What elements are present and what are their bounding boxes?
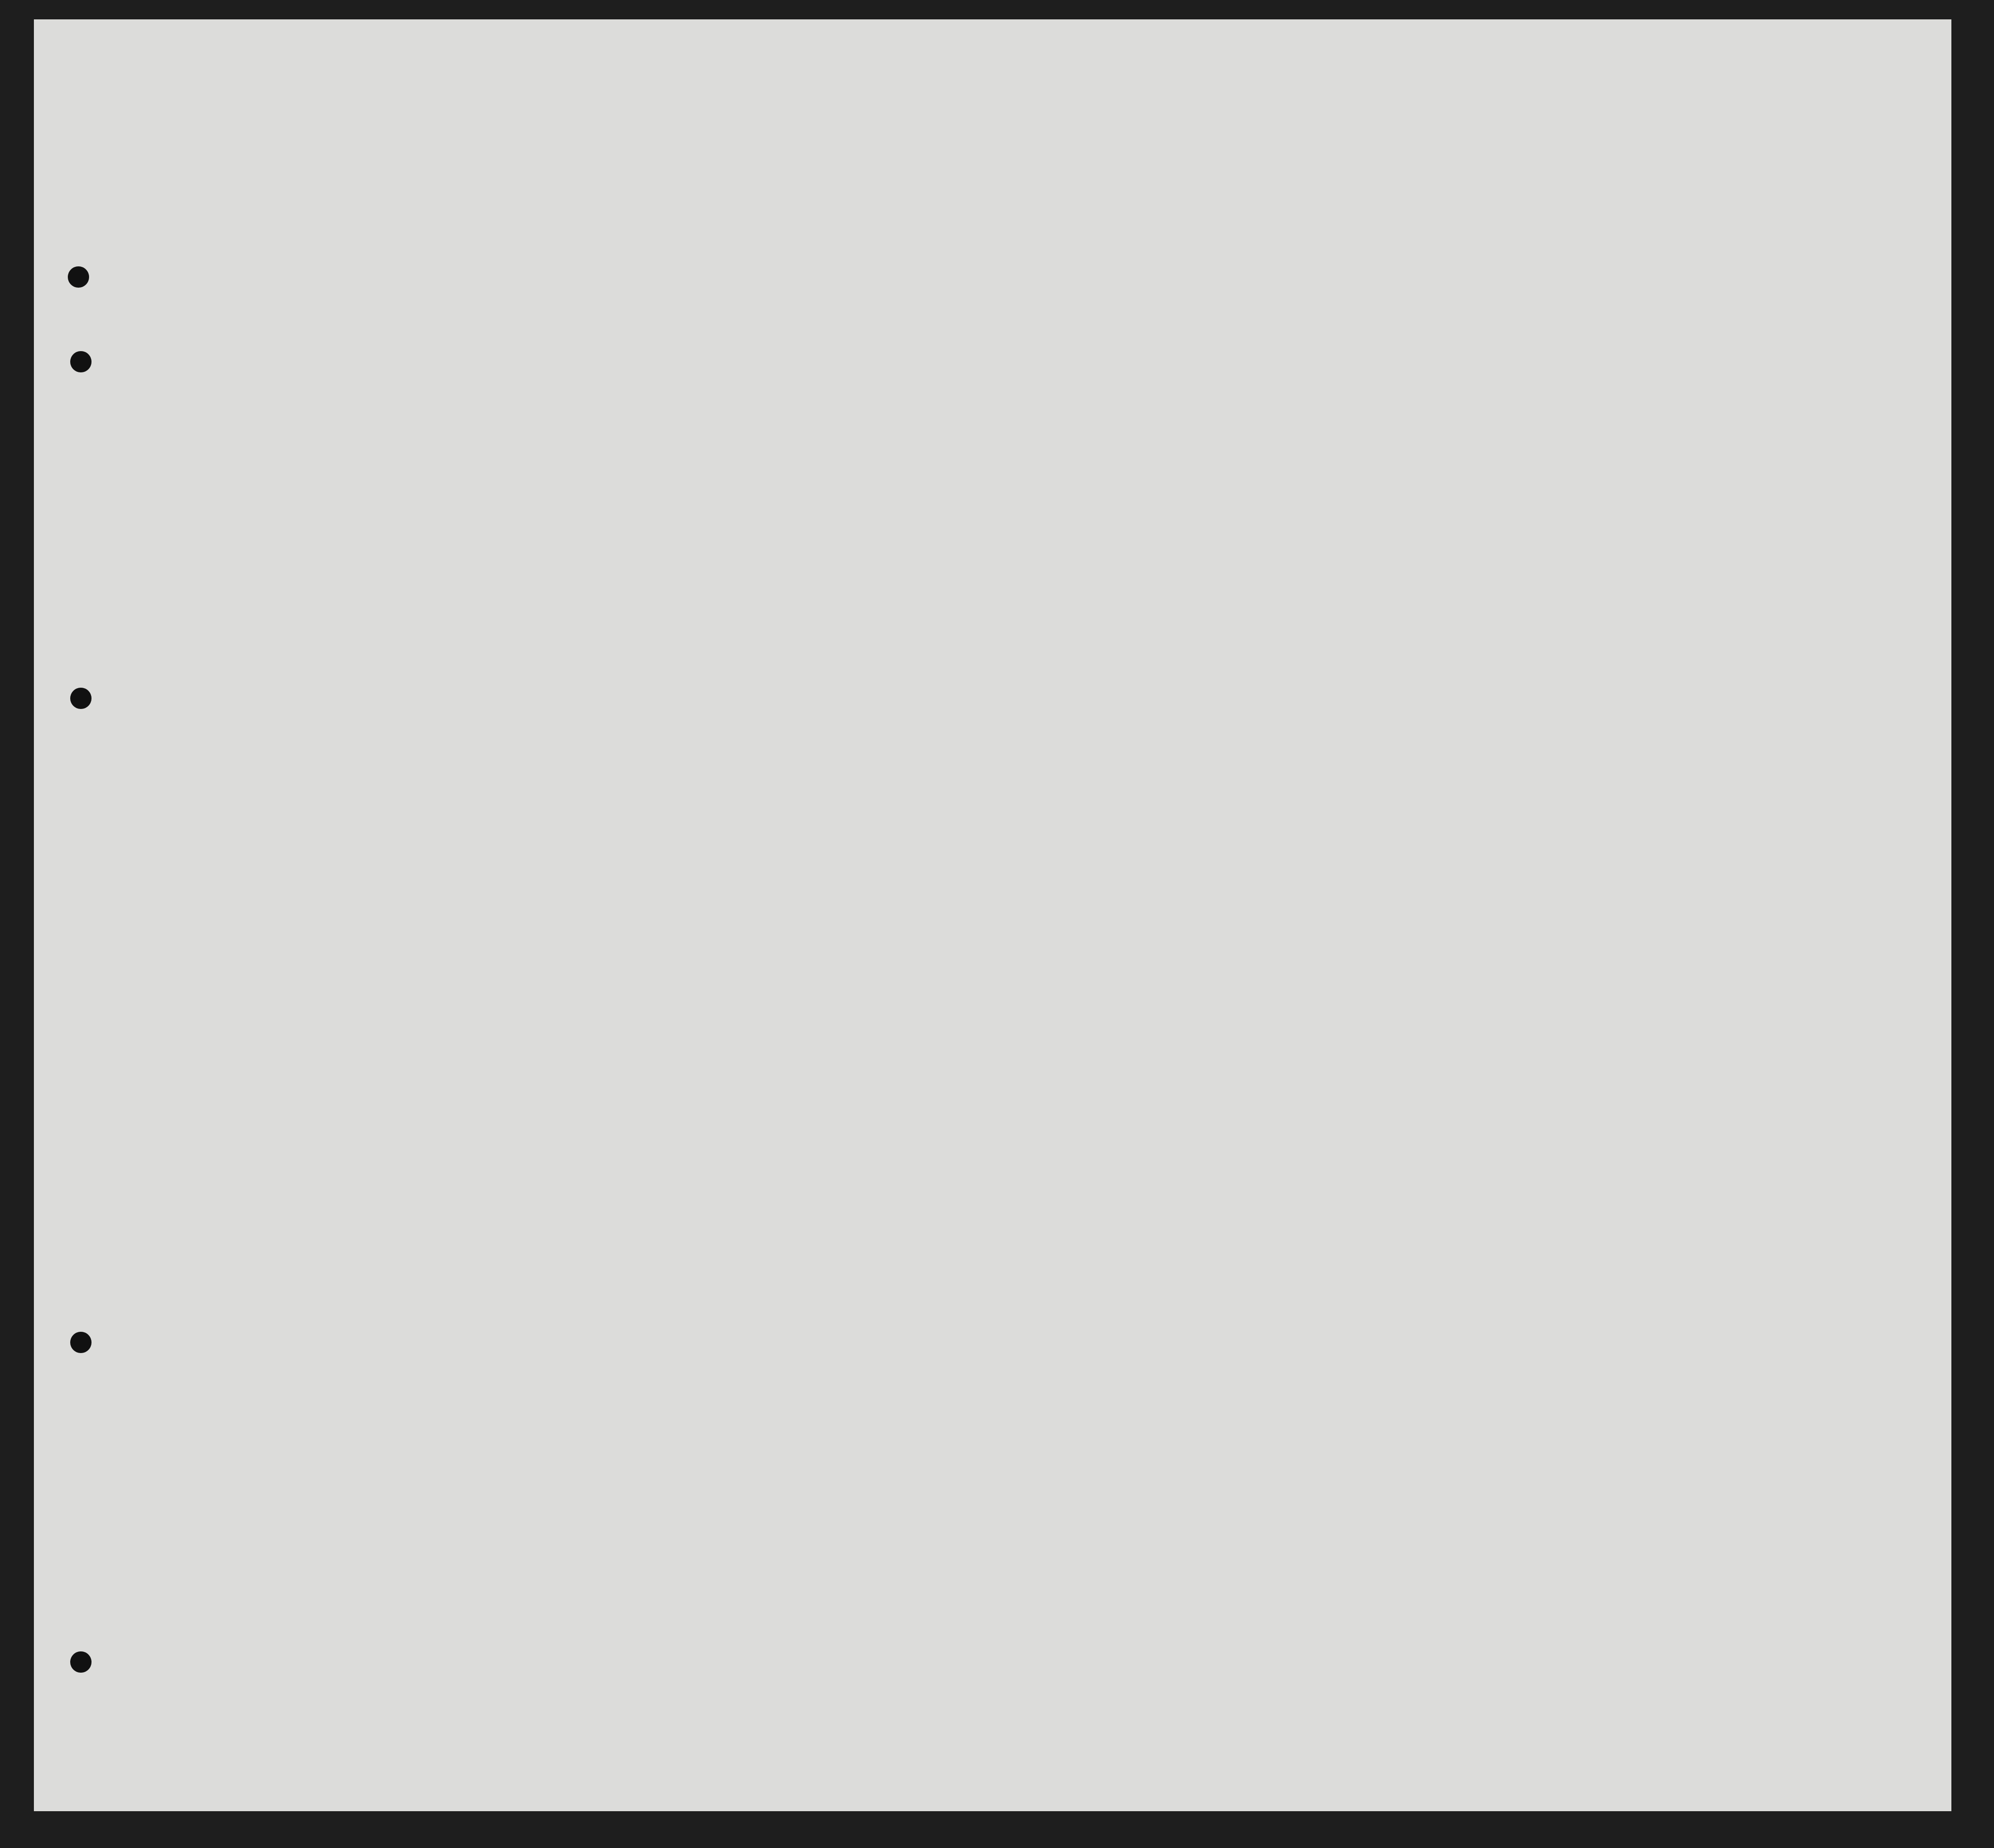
- binding-hole: [70, 1332, 92, 1353]
- binding-hole: [70, 351, 92, 372]
- table-grid: [34, 19, 1951, 1811]
- binding-hole: [70, 1651, 92, 1673]
- binding-hole: [68, 266, 89, 288]
- binding-hole: [70, 688, 92, 709]
- manifest-sheet: [34, 19, 1951, 1811]
